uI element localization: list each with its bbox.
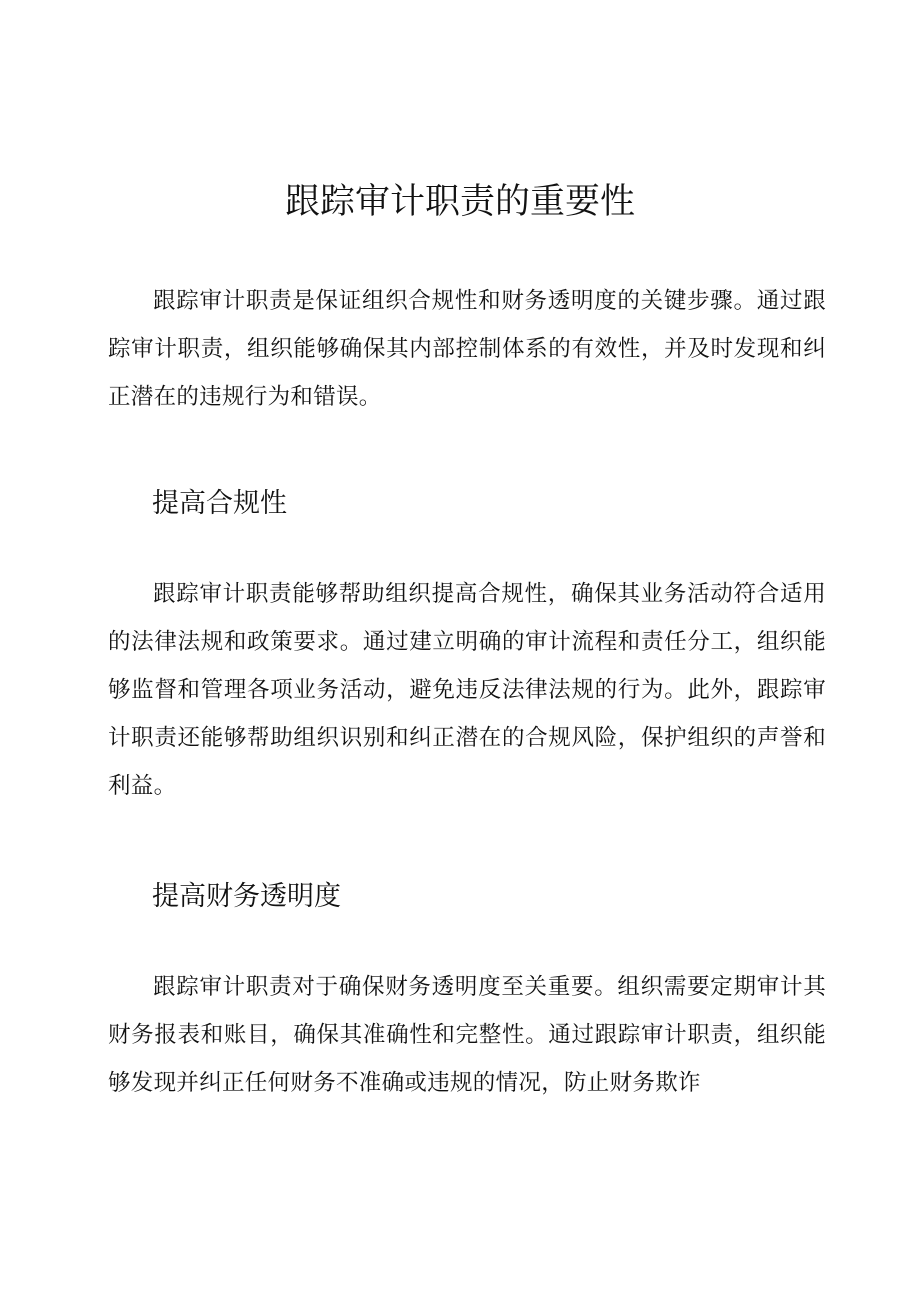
section-heading-compliance: 提高合规性 xyxy=(152,488,287,519)
intro-paragraph: 跟踪审计职责是保证组织合规性和财务透明度的关键步骤。通过跟踪审计职责，组织能够确保其内部控制体系的有效性，并及时发现和纠正潜在的违规行为和错误。 xyxy=(108,288,826,410)
page-title: 跟踪审计职责的重要性 xyxy=(284,182,635,222)
section-paragraph-compliance: 跟踪审计职责能够帮助组织提高合规性，确保其业务活动符合适用的法律法规和政策要求。通过建立明确的审计流程和责任分工，组织能够监督和管理各项业务活动，避免违反法律法规的行为。此外，跟踪审计职责还能够帮助组织识别和纠正潜在的合规风险，保护组织的声誉和利益。 xyxy=(108,581,826,799)
section-paragraph-transparency: 跟踪审计职责对于确保财务透明度至关重要。组织需要定期审计其财务报表和账目，确保其准确性和完整性。通过跟踪审计职责，组织能够发现并纠正任何财务不准确或违规的情况，防止财务欺诈 xyxy=(108,974,826,1096)
section-heading-transparency: 提高财务透明度 xyxy=(152,881,341,912)
